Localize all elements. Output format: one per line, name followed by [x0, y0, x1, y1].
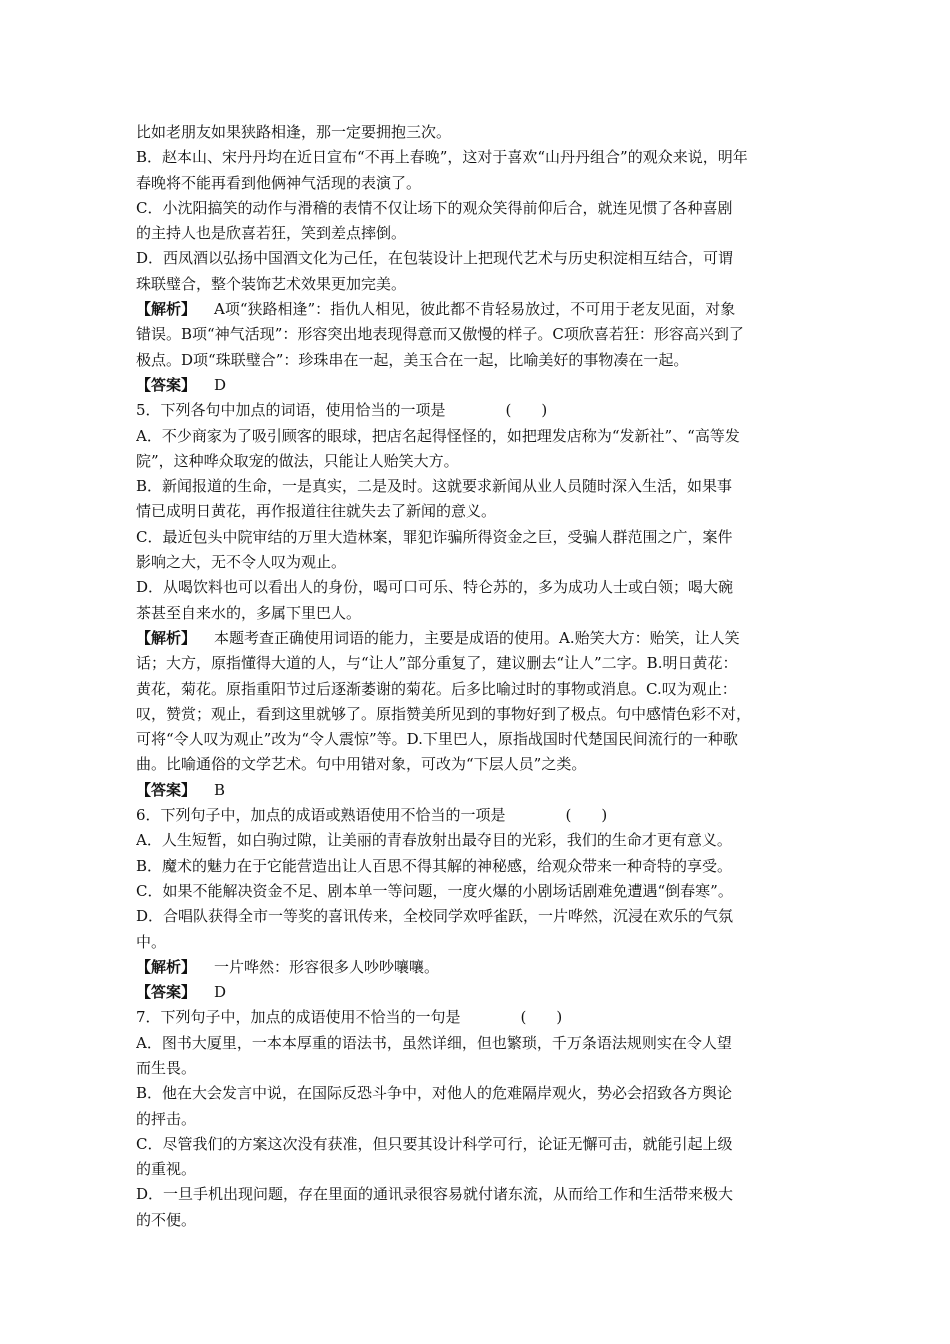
section-tag: 【答案】 [136, 780, 197, 799]
text-line [136, 677, 816, 702]
text-line [136, 348, 816, 373]
line-text: C．如果不能解决资金不足、剧本单一等问题，一度火爆的小剧场话剧难免遭遇“倒春寒”。 [136, 881, 733, 900]
answer-line [136, 980, 816, 1005]
text-line [136, 221, 816, 246]
line-text: D．从喝饮料也可以看出人的身份，喝可口可乐、特仑苏的，多为成功人士或白领；喝大碗 [136, 578, 734, 597]
text-line [136, 525, 816, 550]
text-line [136, 879, 816, 904]
line-text: 中。 [136, 932, 167, 951]
text-line [136, 727, 816, 752]
section-tag: 【答案】 [136, 375, 197, 394]
question-text: 5．下列各句中加点的词语，使用恰当的一项是 [136, 401, 446, 420]
text-line [136, 904, 816, 929]
text-line [136, 449, 816, 474]
text-line [136, 1208, 816, 1233]
line-text: D [214, 983, 227, 1002]
text-line [136, 145, 816, 170]
line-text: B．赵本山、宋丹丹均在近日宣布“不再上春晚”，这对于喜欢“山丹丹组合”的观众来说，明年 [136, 148, 748, 167]
text-line [136, 854, 816, 879]
line-text: A．人生短暂，如白驹过隙，让美丽的青春放射出最夺目的光彩，我们的生命才更有意义。 [136, 831, 732, 850]
line-text: 比如老朋友如果狭路相逢，那一定要拥抱三次。 [136, 123, 452, 141]
line-text: 黄花，菊花。原指重阳节过后逐渐萎谢的菊花。后多比喻过时的事物或消息。C.叹为观止： [136, 679, 737, 698]
answer-line [136, 778, 816, 803]
line-text: B．他在大会发言中说，在国际反恐斗争中，对他人的危难隔岸观火，势必会招致各方舆论 [136, 1084, 733, 1103]
section-tag: 【解析】 [136, 628, 197, 647]
line-text: 极点。D项“珠联璧合”：珍珠串在一起，美玉合在一起，比喻美好的事物凑在一起。 [136, 350, 689, 369]
answer-blank: ( ) [505, 401, 548, 420]
answer-line [136, 373, 816, 398]
analysis-line [136, 955, 816, 980]
line-text: 一片哗然：形容很多人吵吵嚷嚷。 [214, 957, 440, 976]
line-text: D．西凤酒以弘扬中国酒文化为己任，在包装设计上把现代艺术与历史积淀相互结合，可谓 [136, 249, 734, 268]
text-line [136, 474, 816, 499]
text-line [136, 702, 816, 727]
text-line [136, 550, 816, 575]
text-line [136, 120, 816, 145]
analysis-line [136, 626, 816, 651]
line-text: D [214, 375, 227, 394]
section-tag: 【答案】 [136, 983, 197, 1002]
line-text: B．魔术的魅力在于它能营造出让人百思不得其解的神秘感，给观众带来一种奇特的享受。 [136, 856, 733, 875]
line-text: 影响之大，无不令人叹为观止。 [136, 553, 347, 572]
line-text: 的抨击。 [136, 1109, 197, 1128]
question-stem [136, 1005, 816, 1030]
line-text: C．小沈阳搞笑的动作与滑稽的表情不仅让场下的观众笑得前仰后合，就连见惯了各种喜剧 [136, 198, 733, 217]
question-text: 7．下列句子中，加点的成语使用不恰当的一句是 [136, 1008, 461, 1027]
text-line [136, 322, 816, 347]
text-line [136, 601, 816, 626]
text-line [136, 1182, 816, 1207]
line-text: 可将“令人叹为观止”改为“令人震惊”等。D.下里巴人，原指战国时代楚国民间流行的一种歌 [136, 730, 738, 749]
text-line [136, 246, 816, 271]
line-text: C．尽管我们的方案这次没有获准，但只要其设计科学可行，论证无懈可击，就能引起上级 [136, 1134, 733, 1153]
line-text: 的不便。 [136, 1210, 197, 1229]
question-text: 6．下列句子中，加点的成语或熟语使用不恰当的一项是 [136, 806, 506, 825]
section-tag: 【解析】 [136, 300, 197, 319]
line-text: A．图书大厦里，一本本厚重的语法书，虽然详细，但也繁琐，千万条语法规则实在令人望 [136, 1033, 732, 1052]
line-text: D．合唱队获得全市一等奖的喜讯传来，全校同学欢呼雀跃，一片哗然，沉浸在欢乐的气氛 [136, 907, 734, 926]
line-text: 而生畏。 [136, 1058, 197, 1077]
question-stem [136, 398, 816, 423]
answer-blank: ( ) [565, 806, 608, 825]
text-line [136, 272, 816, 297]
text-line [136, 1132, 816, 1157]
line-text: 的重视。 [136, 1160, 197, 1179]
text-line [136, 575, 816, 600]
document-page [136, 120, 816, 1233]
line-text: 叹，赞赏；观止，看到这里就够了。原指赞美所见到的事物好到了极点。句中感情色彩不对， [136, 704, 752, 723]
line-text: 情已成明日黄花，再作报道往往就失去了新闻的意义。 [136, 502, 497, 521]
line-text: A项“狭路相逢”：指仇人相见，彼此都不肯轻易放过，不可用于老友见面，对象 [214, 300, 736, 319]
text-line [136, 1031, 816, 1056]
line-text: 错误。B项“神气活现”：形容突出地表现得意而又傲慢的样子。C项欣喜若狂：形容高兴到了 [136, 325, 744, 344]
text-line [136, 196, 816, 221]
section-tag: 【解析】 [136, 957, 197, 976]
text-line [136, 499, 816, 524]
line-text: B [214, 780, 226, 799]
line-text: 茶甚至自来水的，多属下里巴人。 [136, 603, 362, 622]
line-text: 春晚将不能再看到他俩神气活现的表演了。 [136, 173, 422, 192]
text-line [136, 171, 816, 196]
text-line [136, 1157, 816, 1182]
question-stem [136, 803, 816, 828]
line-text: 本题考查正确使用词语的能力，主要是成语的使用。A.贻笑大方：贻笑，让人笑 [214, 628, 740, 647]
answer-blank: ( ) [520, 1008, 563, 1027]
line-text: D．一旦手机出现问题，存在里面的通讯录很容易就付诸东流，从而给工作和生活带来极大 [136, 1185, 734, 1204]
text-line [136, 752, 816, 777]
line-text: A．不少商家为了吸引顾客的眼球，把店名起得怪怪的，如把理发店称为“发新社”、“高等发 [136, 426, 740, 445]
text-line [136, 1056, 816, 1081]
line-text: B．新闻报道的生命，一是真实，二是及时。这就要求新闻从业人员随时深入生活，如果事 [136, 477, 733, 496]
analysis-line [136, 297, 816, 322]
text-line [136, 828, 816, 853]
text-line [136, 1081, 816, 1106]
line-text: 话；大方，原指懂得大道的人，与“让人”部分重复了，建议删去“让人”二字。B.明日黄花： [136, 654, 738, 673]
line-text: 曲。比喻通俗的文学艺术。句中用错对象，可改为“下层人员”之类。 [136, 755, 587, 774]
line-text: 院”，这种哗众取宠的做法，只能让人贻笑大方。 [136, 451, 459, 470]
line-text: C．最近包头中院审结的万里大造林案，罪犯诈骗所得资金之巨，受骗人群范围之广，案件 [136, 527, 733, 546]
text-line [136, 651, 816, 676]
text-line [136, 424, 816, 449]
line-text: 的主持人也是欣喜若狂，笑到差点摔倒。 [136, 224, 407, 243]
text-line [136, 930, 816, 955]
text-line [136, 1107, 816, 1132]
line-text: 珠联璧合，整个装饰艺术效果更加完美。 [136, 274, 407, 293]
